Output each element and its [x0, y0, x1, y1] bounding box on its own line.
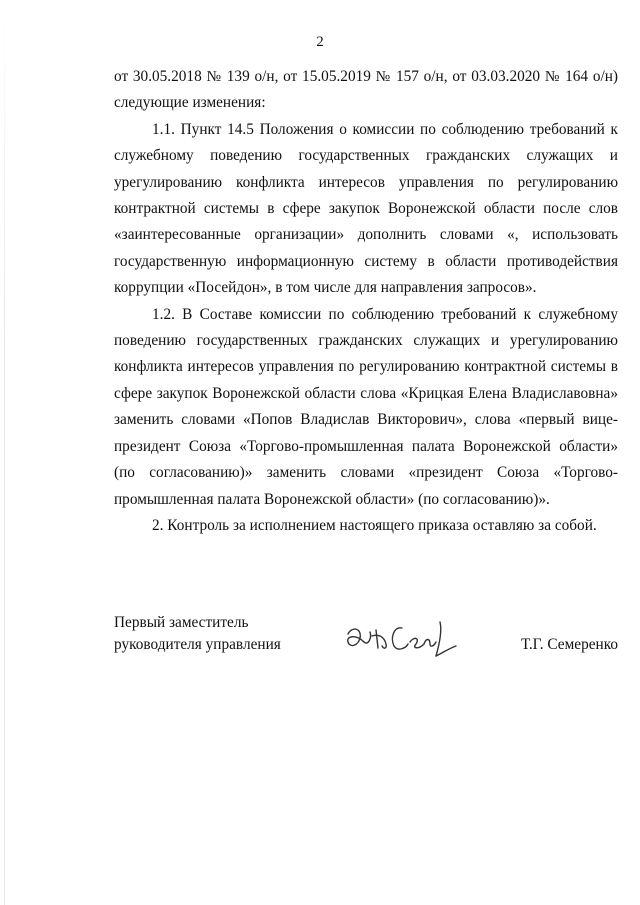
paragraph-1-2: 1.2. В Составе комиссии по соблюдению требований к служебному поведению государственных гражданских служащих и урегулированию конфликта интересов управления по регулированию контрактной системы в сфере закупок Воронежской области слова «Крицкая Елена Владиславовна» заменить словами «Попов Владислав Викторович», слова «первый вице-президент Союза «Торгово-промышленная палата Воронежской области» (по согласованию)» заменить словами «президент Союза «Торгово-промышленная палата Воронежской области» (по согласованию)». [114, 305, 618, 508]
signatory-title-line-2: руководителя управления [114, 636, 281, 653]
signatory-title-line-1: Первый заместитель [114, 614, 249, 631]
page-number: 2 [316, 34, 324, 50]
signatory-name: Т.Г. Семеренко [521, 636, 618, 653]
signatory-title [114, 612, 281, 656]
document-body [114, 64, 618, 539]
paragraph-continuation: от 30.05.2018 № 139 о/н, от 15.05.2019 № 157 о/н, от 03.03.2020 № 164 о/н) следующие изменения: [114, 68, 618, 112]
paragraph-1-1: 1.1. Пункт 14.5 Положения о комиссии по соблюдению требований к служебному поведению государственных гражданских служащих и урегулированию конфликта интересов управления по регулированию контрактной системы в сфере закупок Воронежской области после слов «заинтересованные организации» дополнить словами «, использовать государственную информационную систему в области противодействия коррупции «Посейдон», в том числе для направления запросов». [114, 120, 618, 297]
scan-edge-shadow [4, 0, 5, 905]
signature-block [114, 612, 618, 672]
paragraph-2: 2. Контроль за исполнением настоящего приказа оставляю за собой. [152, 516, 597, 534]
handwritten-signature [340, 616, 460, 662]
